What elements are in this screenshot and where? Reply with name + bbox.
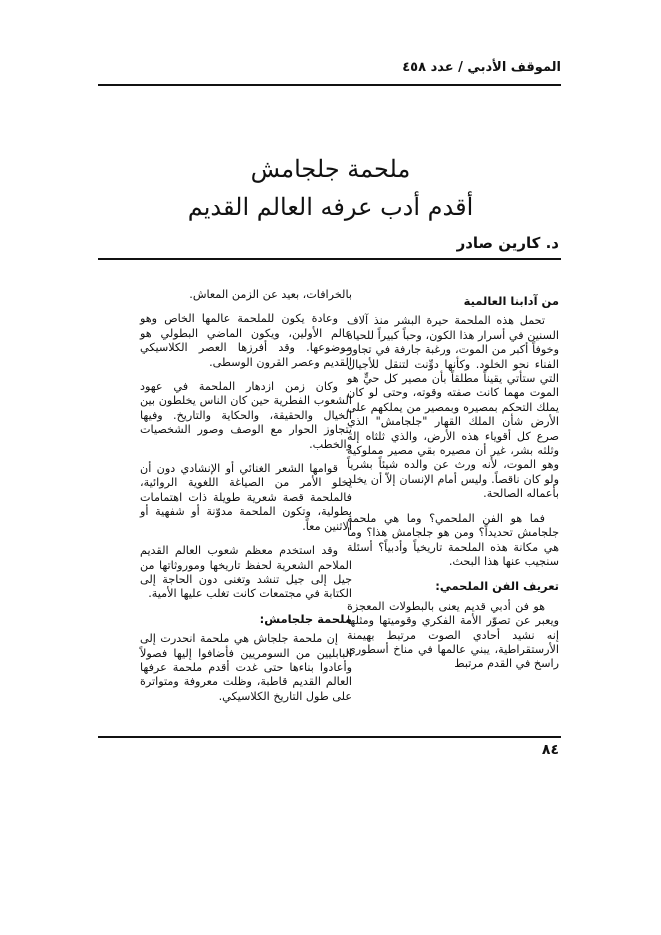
paragraph: فما هو الفن الملحمي؟ وما هي ملحمة جلجامش تحديداً؟ ومن هو جلجامش هذا؟ وما هي مكانة هذه الملحمة تاريخياً وأدبياً؟ أسئلة سنجيب عنها هذا البحث. [347, 511, 559, 568]
section-heading: من آدابنا العالمية [463, 294, 559, 308]
paragraph: إن ملحمة جلجاش هي ملحمة انحدرت إلى البابليين من السومريين فأضافوا إليها فصولاً وأعادوا بناءها حتى غدت أقدم ملحمة عرفها العالم القديم قاطبة، وظلت معروفة ومتواترة على طول التاريخ الكلاسيكي. [140, 632, 352, 703]
page-number: ٨٤ [541, 742, 559, 758]
running-header: الموقف الأدبي / عدد ٤٥٨ [402, 60, 561, 75]
right-column [347, 288, 559, 682]
section-heading: تعريف الفن الملحمي: [435, 579, 559, 594]
footer-rule [98, 736, 561, 738]
paragraph: بالخرافات، بعيد عن الزمن المعاش. [189, 288, 352, 301]
title-line-1: ملحمة جلجامش [250, 155, 411, 183]
title-line-2: أقدم أدب عرفه العالم القديم [187, 193, 474, 221]
paragraph: وقد استخدم معظم شعوب العالم القديم الملاحم الشعرية لحفظ تاريخها وموروثاتها من جيل إلى جيل تنشد وتغنى دون الحاجة إلى الكتابة في مجتمعات كانت تغلب عليها الأمية. [140, 544, 352, 601]
header-rule [98, 84, 561, 86]
paragraph: هو فن أدبي قديم يعنى بالبطولات المعجزة ويعبر عن تصوّر الأمة الفكري وقوميتها ومثلها إنه نشيد أحادي الصوت مرتبط بهيمنة الأرستقراطية، يبني عالمها في مناخ أسطوري راسخ في القدم مرتبط [347, 599, 559, 671]
left-column [140, 288, 352, 714]
paragraph: تحمل هذه الملحمة حيرة البشر منذ آلاف السنين في أسرار هذا الكون، وحباً كبيراً للحياة وخوفاً أكبر من الموت، ورغبة جارفة في تجاوز الفناء نحو الخلود. وكأنها دوِّنت لتنقل للأجيال التي ستأتي يقيناً مطلقاً بأن مصير كل حيٍّ هو الموت مهما كانت صفته وقوته، وحتى لو كان يملك التحكم بمصيره وبمصير من يملكهم على الأرض شأن الملك القهار "جلجامش" الذي صرع كل أقوياء هذه الأرض، والذي ثلثاه إله وثلثه بشر، غير أن مصيره بقي مصير مملوكيه وهو الموت، لأنه ورث عن والده شيئاً بشرياً ولو كان ناقصاً. وليس أمام الإنسان إلاّ أن يخلد بأعماله الصالحة. [347, 314, 559, 501]
article-title [100, 150, 561, 226]
section-heading: ملحمة جلجامش: [259, 611, 352, 626]
paragraph: قوامها الشعر الغنائي أو الإنشادي دون أن يخلو الأمر من الصياغة اللغوية الروائية، فالملحمة قصة شعرية طويلة ذات اهتمامات بطولية، وتكون الملحمة مدوّنة أو شفهية أو الاثنين معاً. [140, 462, 352, 533]
paragraph: وكان زمن ازدهار الملحمة في عهود الشعوب الفطرية حين كان الناس يخلطون بين الخيال والحقيقة، والحكاية والتاريخ. وفيها يتجاوز الحوار مع الوصف وصور الشخصيات والخطب. [140, 380, 352, 451]
paragraph: وعادة يكون للملحمة عالمها الخاص وهو عالم الأولين، ويكون الماضي البطولي هو موضوعها. وقد أفرزها العصر الكلاسيكي القديم وعصر القرون الوسطى. [140, 312, 352, 369]
author-name: د. كارين صادر [456, 234, 559, 252]
author-rule [98, 258, 561, 260]
